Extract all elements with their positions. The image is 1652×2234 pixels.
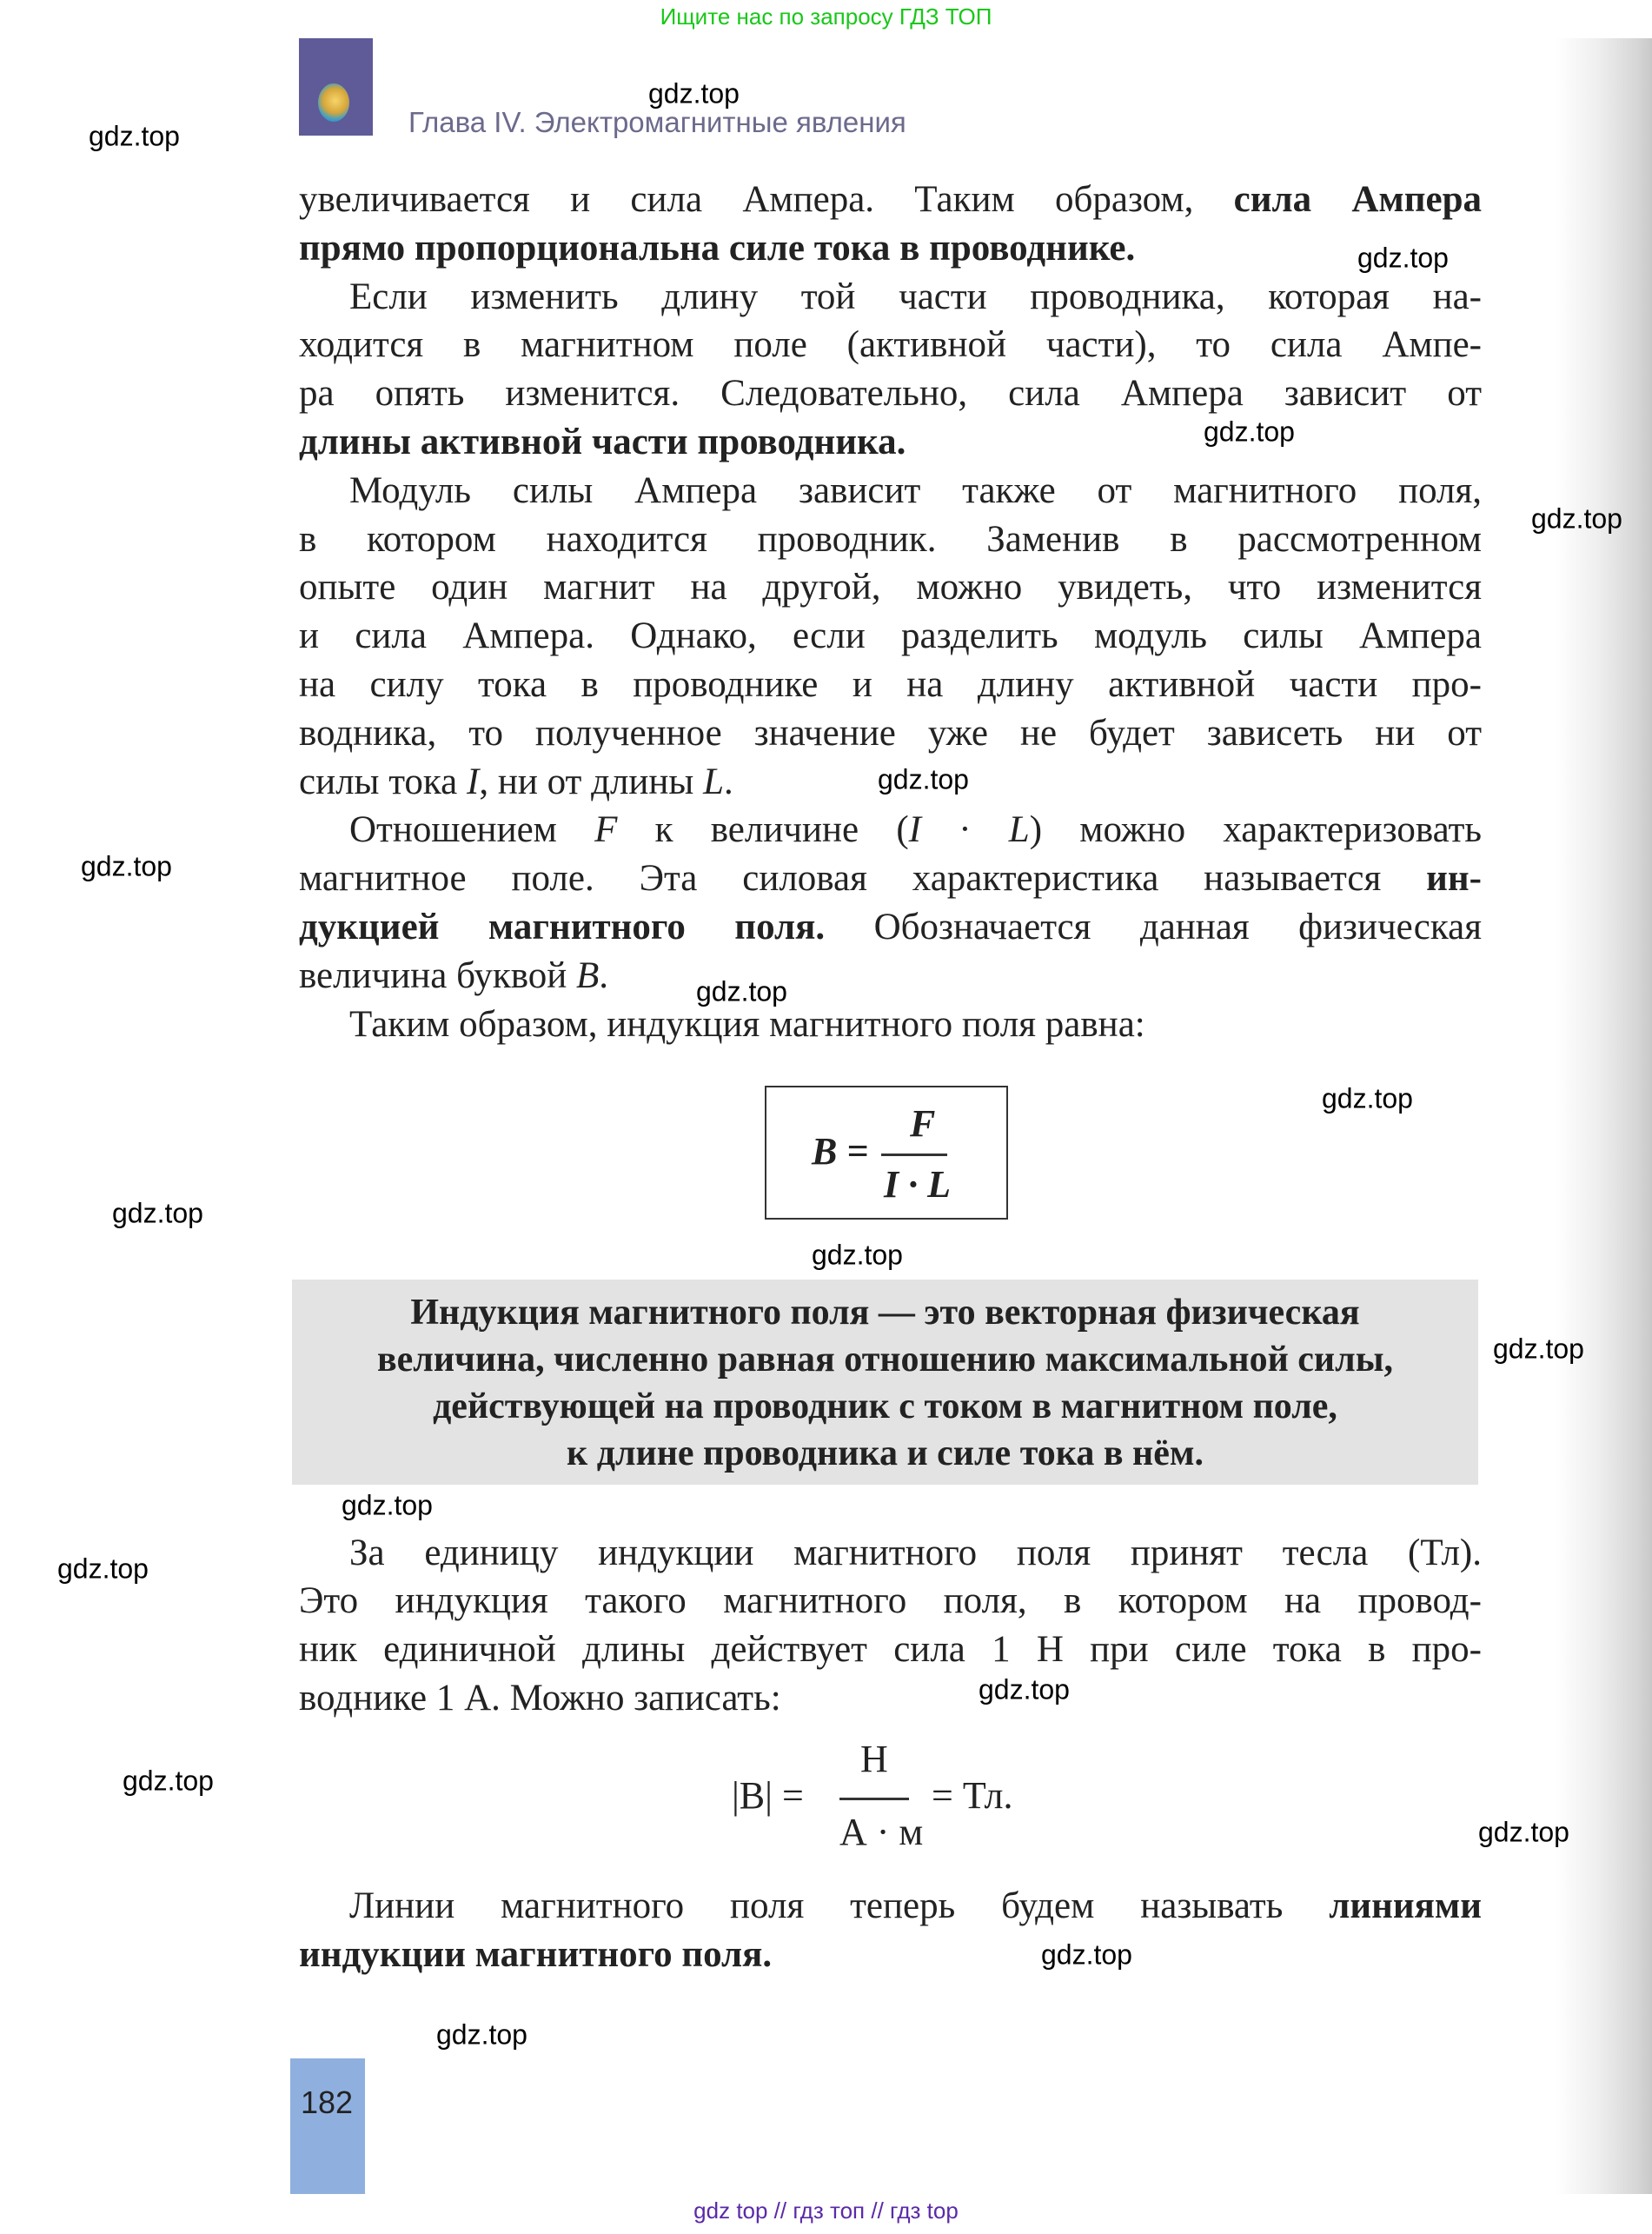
text-run: Модуль силы Ампера зависит также от магнитного поля, — [349, 469, 1482, 511]
text-run: ник единичной длины действует сила 1 Н при силе тока в про- — [299, 1629, 1482, 1670]
text-run: увеличивается и сила Ампера. Таким образом, — [299, 179, 1234, 220]
watermark: gdz.top — [979, 1673, 1070, 1705]
text-line — [299, 321, 1482, 369]
text-line — [299, 224, 1482, 273]
watermark: gdz.top — [1041, 1938, 1132, 1971]
text-line — [299, 1577, 1482, 1626]
formula-lhs: B = — [812, 1130, 869, 1173]
text-line — [299, 612, 1482, 661]
watermark: gdz.top — [81, 850, 172, 882]
italic-symbol: F — [594, 809, 618, 851]
text-run: опыте один магнит на другой, можно увидеть, что изменится — [299, 567, 1482, 608]
definition-line: действующей на проводник с током в магнитном поле, — [433, 1386, 1337, 1426]
watermark: gdz.top — [648, 77, 740, 110]
watermark: gdz.top — [89, 120, 180, 152]
units-formula-rhs: = Тл. — [932, 1774, 1013, 1817]
text-run: водника, то полученное значение уже не будет зависеть ни от — [299, 712, 1482, 754]
fraction-bar — [881, 1154, 947, 1156]
text-line — [299, 952, 1482, 1001]
text-run: Отношением — [349, 809, 595, 851]
chapter-title: Глава IV. Электромагнитные явления — [408, 106, 906, 138]
text-line — [299, 467, 1482, 515]
text-run: Это индукция такого магнитного поля, в котором на провод- — [299, 1580, 1482, 1621]
globe-icon — [318, 83, 349, 122]
watermark: gdz.top — [878, 763, 969, 795]
text-line — [299, 273, 1482, 322]
formula-numerator: F — [910, 1102, 936, 1145]
watermark: gdz.top — [436, 2018, 527, 2051]
definition-line: к длине проводника и силе тока в нём. — [567, 1433, 1204, 1473]
watermark: gdz.top — [1204, 416, 1295, 448]
formula-denominator: I · L — [884, 1163, 951, 1206]
watermark: gdz.top — [1478, 1816, 1569, 1848]
page-number-tab — [290, 2058, 365, 2194]
definition-box — [292, 1280, 1478, 1485]
text-run: ходится в магнитном поле (активной части), то сила Ампе- — [299, 324, 1482, 366]
units-fraction-bar — [839, 1798, 909, 1800]
watermark: gdz.top — [123, 1765, 214, 1797]
text-line — [299, 1529, 1482, 1578]
text-run: Если изменить длину той части проводника, которая на- — [349, 276, 1482, 317]
formula-box — [765, 1086, 1008, 1220]
bold-text: ин- — [1426, 858, 1482, 900]
text-run: воднике 1 А. Можно записать: — [299, 1678, 781, 1719]
units-formula-numerator: Н — [860, 1738, 888, 1780]
text-run: в котором находится проводник. Заменив в рассмотренном — [299, 518, 1482, 560]
watermark: gdz.top — [112, 1197, 203, 1229]
text-run: Обозначается данная физическая — [825, 907, 1482, 947]
text-line — [299, 1674, 1482, 1723]
watermark: gdz.top — [1322, 1082, 1413, 1114]
page-number: 182 — [301, 2084, 354, 2120]
text-run: · — [920, 809, 1009, 851]
text-run: силы тока — [299, 761, 467, 802]
watermark: gdz.top — [342, 1489, 433, 1521]
text-run: и сила Ампера. Однако, если разделить модуль силы Ампера — [299, 615, 1482, 657]
definition-line: величина, численно равная отношению максимальной силы, — [376, 1340, 1393, 1380]
text-run: , ни от длины — [479, 761, 704, 802]
chapter-marker — [299, 38, 373, 136]
units-formula-lhs: |B| = — [732, 1774, 804, 1817]
watermark: gdz.top — [812, 1239, 903, 1271]
watermark: gdz.top — [696, 975, 787, 1007]
units-formula-denominator: А · м — [839, 1811, 924, 1853]
text-line — [299, 369, 1482, 418]
bold-text: линиями — [1329, 1885, 1482, 1926]
text-line — [299, 1882, 1482, 1931]
text-run: ра опять изменится. Следовательно, сила Ампера зависит от — [299, 373, 1482, 415]
text-line — [299, 661, 1482, 709]
text-run: . — [599, 954, 609, 996]
page-edge-shadow — [1556, 38, 1652, 2194]
text-line — [299, 903, 1482, 952]
bold-text: прямо пропорциональна силе тока в проводнике. — [299, 227, 1136, 269]
text-line — [299, 806, 1482, 854]
text-run: За единицу индукции магнитного поля принят тесла (Тл). — [349, 1533, 1482, 1573]
bold-text: длины активной части проводника. — [299, 422, 906, 462]
text-line — [299, 418, 1482, 467]
text-line — [299, 709, 1482, 758]
top-banner[interactable]: Ищите нас по запросу ГДЗ ТОП — [660, 3, 992, 30]
bottom-banner[interactable]: gdz top // гдз топ // гдз top — [693, 2197, 959, 2224]
text-run: ) можно характеризовать — [1029, 809, 1482, 851]
italic-symbol: L — [703, 761, 724, 802]
italic-symbol: I — [908, 809, 921, 851]
watermark: gdz.top — [1531, 502, 1622, 535]
text-line — [299, 1001, 1482, 1049]
text-run: величина буквой — [299, 954, 576, 996]
text-run: к величине ( — [617, 809, 909, 851]
text-line — [299, 854, 1482, 903]
watermark: gdz.top — [1357, 242, 1449, 274]
italic-symbol: B — [576, 954, 600, 996]
text-line — [299, 176, 1482, 224]
watermark: gdz.top — [1493, 1333, 1584, 1365]
italic-symbol: L — [1008, 809, 1030, 851]
text-run: магнитное поле. Эта силовая характеристика называется — [299, 858, 1427, 900]
watermark: gdz.top — [57, 1552, 149, 1585]
text-run: Линии магнитного поля теперь будем называть — [349, 1885, 1330, 1926]
text-run: Таким образом, индукция магнитного поля равна: — [349, 1003, 1145, 1045]
text-line — [299, 1626, 1482, 1674]
bold-text: сила Ампера — [1233, 179, 1482, 220]
italic-symbol: I — [467, 761, 480, 802]
definition-line: Индукция магнитного поля — это векторная физическая — [410, 1293, 1360, 1333]
text-run: на силу тока в проводнике и на длину активной части про- — [299, 664, 1482, 705]
text-run: . — [724, 761, 733, 802]
text-line — [299, 1931, 1482, 1979]
bold-text: индукции магнитного поля. — [299, 1934, 773, 1975]
text-line — [299, 563, 1482, 612]
bold-text: дукцией магнитного поля. — [299, 907, 826, 947]
text-line — [299, 515, 1482, 564]
